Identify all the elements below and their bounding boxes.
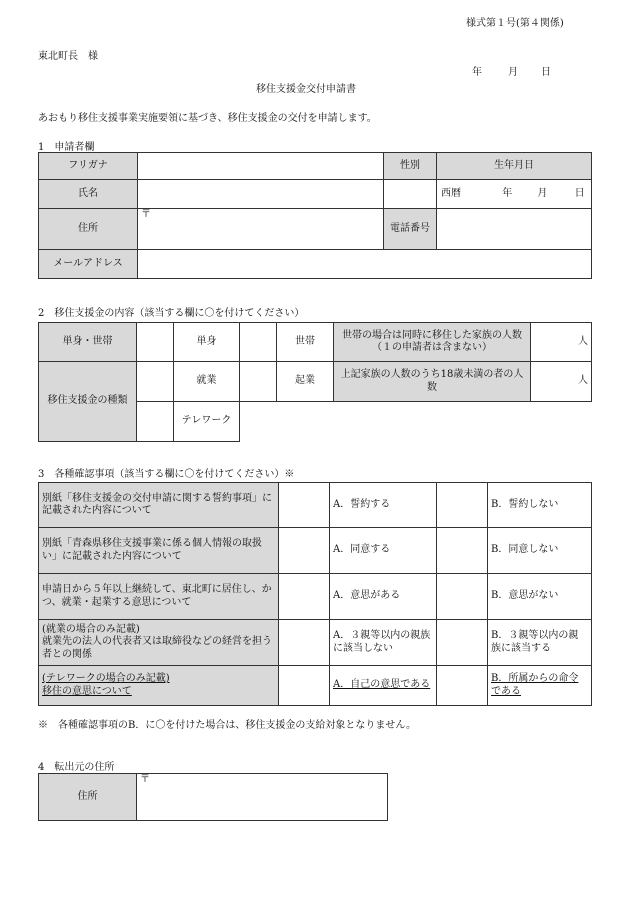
birth-day-label: 日: [574, 187, 585, 199]
confirm-b-label: B．所属からの命令である: [488, 666, 592, 706]
confirm-b-label: B．意思がない: [488, 574, 592, 620]
under18-field[interactable]: 人: [531, 362, 592, 402]
type-label: 移住支援金の種類: [39, 362, 137, 442]
confirm-a-mark[interactable]: [279, 620, 330, 666]
confirm-b-label: B．同意しない: [488, 528, 592, 574]
confirm-row-label: (テレワークの場合のみ記載) 移住の意思について: [39, 666, 279, 706]
confirm-a-mark[interactable]: [279, 528, 330, 574]
page-title: 移住支援金交付申請書: [256, 84, 356, 95]
birthdate-label: 生年月日: [437, 153, 592, 180]
confirm-b-mark[interactable]: [437, 574, 488, 620]
confirm-a-mark[interactable]: [279, 666, 330, 706]
furigana-label: フリガナ: [39, 153, 138, 180]
phone-field[interactable]: [437, 209, 592, 250]
confirm-a-label: A．誓約する: [330, 483, 437, 528]
postal-mark: 〒: [140, 774, 150, 785]
previous-address-label: 住所: [39, 774, 137, 821]
confirm-a-label: A．意思がある: [330, 574, 437, 620]
section2-heading: 2 移住支援金の内容（該当する欄に〇を付けてください）: [38, 308, 305, 319]
employment-label: 就業: [174, 362, 240, 402]
gender-field[interactable]: [384, 180, 437, 209]
confirm-a-label: A．同意する: [330, 528, 437, 574]
era-label: 西暦: [441, 187, 461, 199]
family-count-label: 世帯の場合は同時に移住した家族の人数（１の申請者は含まない）: [334, 323, 531, 362]
confirm-a-mark[interactable]: [279, 574, 330, 620]
confirm-row-label: 別紙「移住支援金の交付申請に関する誓約事項」に記載された内容について: [39, 483, 279, 528]
section3-heading: 3 各種確認事項（該当する欄に〇を付けてください）※: [38, 469, 295, 480]
confirm-a-label: A．３親等以内の親族に該当しない: [330, 620, 437, 666]
confirm-b-label: B．３親等以内の親族に該当する: [488, 620, 592, 666]
under18-label: 上記家族の人数のうち18歳未満の者の人数: [334, 362, 531, 402]
address-field[interactable]: [138, 209, 384, 250]
confirm-a-mark[interactable]: [279, 483, 330, 528]
confirm-b-mark[interactable]: [437, 620, 488, 666]
date-day-label: 日: [541, 67, 551, 78]
addressee: 東北町長 様: [38, 51, 98, 62]
date-year-label: 年: [472, 67, 482, 78]
birthdate-field[interactable]: [437, 180, 592, 209]
birth-year-label: 年: [502, 187, 513, 199]
confirm-b-label: B．誓約しない: [488, 483, 592, 528]
single-household-label: 単身・世帯: [39, 323, 137, 362]
employment-mark-field[interactable]: [137, 362, 174, 402]
email-label: メールアドレス: [39, 250, 138, 279]
gender-label: 性別: [384, 153, 437, 180]
single-label: 単身: [174, 323, 240, 362]
name-field[interactable]: [138, 180, 384, 209]
previous-address-field[interactable]: [137, 774, 388, 821]
confirm-row-label: 申請日から５年以上継続して、東北町に居住し、かつ、就業・起業する意思について: [39, 574, 279, 620]
startup-mark-field[interactable]: [240, 362, 277, 402]
telework-mark-field[interactable]: [137, 402, 174, 442]
phone-label: 電話番号: [384, 209, 437, 250]
section1-heading: 1 申請者欄: [38, 142, 95, 153]
email-field[interactable]: [138, 250, 592, 279]
previous-address-table: [38, 773, 388, 821]
confirm-b-mark[interactable]: [437, 483, 488, 528]
furigana-field[interactable]: [138, 153, 384, 180]
postal-mark: 〒: [141, 209, 151, 220]
name-label: 氏名: [39, 180, 138, 209]
birth-month-label: 月: [537, 187, 548, 199]
support-content-table: [38, 322, 592, 442]
confirm-b-mark[interactable]: [437, 528, 488, 574]
applicant-table: [38, 152, 592, 279]
form-number: 様式第１号(第４関係): [466, 18, 564, 29]
confirm-a-label: A．自己の意思である: [330, 666, 437, 706]
intro-text: あおもり移住支援事業実施要領に基づき、移住支援金の交付を申請します。: [38, 113, 377, 124]
family-count-field[interactable]: 人: [531, 323, 592, 362]
confirmation-table: [38, 482, 592, 706]
confirm-row-label: (就業の場合のみ記載) 就業先の法人の代表者又は取締役などの経営を担う者との関係: [39, 620, 279, 666]
single-mark-field[interactable]: [137, 323, 174, 362]
startup-label: 起業: [277, 362, 334, 402]
confirm-b-mark[interactable]: [437, 666, 488, 706]
household-mark-field[interactable]: [240, 323, 277, 362]
address-label: 住所: [39, 209, 138, 250]
date-month-label: 月: [508, 67, 518, 78]
confirm-row-label: 別紙「青森県移住支援事業に係る個人情報の取扱い」に記載された内容について: [39, 528, 279, 574]
section4-heading: 4 転出元の住所: [38, 762, 115, 773]
telework-label: テレワーク: [174, 402, 240, 442]
household-label: 世帯: [277, 323, 334, 362]
confirmation-note: ※ 各種確認事項のB．に〇を付けた場合は、移住支援金の支給対象となりません。: [38, 720, 416, 731]
